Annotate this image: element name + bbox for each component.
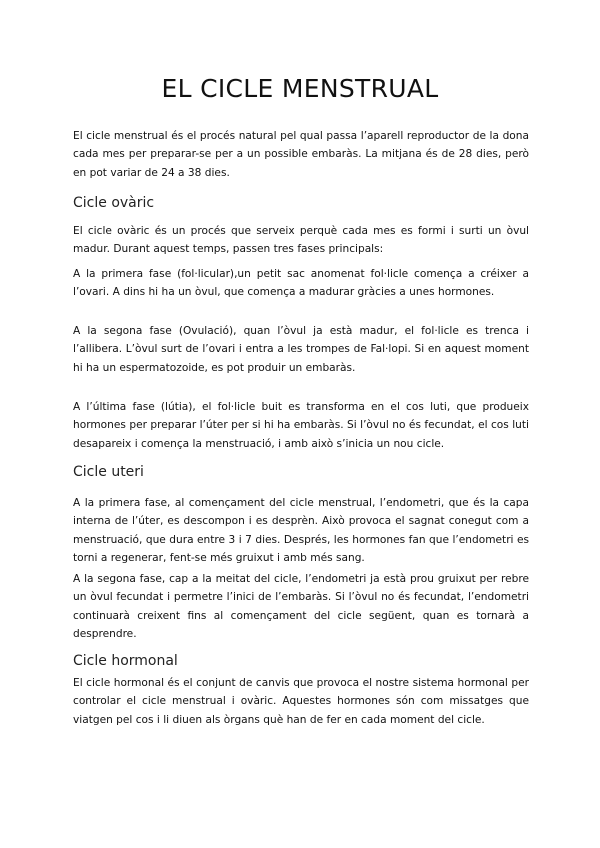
section-heading-ovaric: Cicle ovàric (73, 195, 155, 211)
ovaric-paragraph-intro: El cicle ovàric és un procés que serveix perquè cada mes es formi i surti un òvul madur. Durant aquest temps, passen tres fases principals: (73, 225, 529, 256)
ovaric-paragraph-phase-2: A la segona fase (Ovulació), quan l’òvul ja està madur, el fol·licle es trenca i l’allibera. L’òvul surt de l’ovari i entra a les trompes de Fal·lopi. Si en aquest moment hi ha un espermatozoide, es pot produir un embaràs. (73, 325, 529, 374)
page-title: EL CICLE MENSTRUAL (161, 74, 439, 103)
uteri-paragraph-phase-2: A la segona fase, cap a la meitat del cicle, l’endometri ja està prou gruixut per rebre un òvul fecundat i permetre l’inici de l’embaràs. Si l’òvul no és fecundat, l’endometri continuarà creixent fins al començament del cicle següent, quan es tornarà a desprendre. (73, 573, 529, 640)
uteri-paragraph-phase-1: A la primera fase, al començament del cicle menstrual, l’endometri, que és la capa interna de l’úter, es descompon i es desprèn. Això provoca el sagnat conegut com a menstruació, que dura entre 3 i 7 dies. Després, les hormones fan que l’endometri es torni a regenerar, fent-se més gruixut i amb més sang. (73, 497, 529, 564)
section-heading-uteri: Cicle uteri (73, 464, 144, 480)
hormonal-paragraph: El cicle hormonal és el conjunt de canvis que provoca el nostre sistema hormonal per controlar el cicle menstrual i ovàric. Aquestes hormones són com missatges que viatgen pel cos i li diuen als òrgans què han de fer en cada moment del cicle. (73, 677, 529, 726)
ovaric-paragraph-phase-1: A la primera fase (fol·licular),un petit sac anomenat fol·licle comença a créixer a l’ovari. A dins hi ha un òvul, que comença a madurar gràcies a unes hormones. (73, 268, 529, 299)
section-heading-hormonal: Cicle hormonal (73, 653, 178, 669)
ovaric-paragraph-phase-3: A l’última fase (lútia), el fol·licle buit es transforma en el cos luti, que produeix hormones per preparar l’úter per si hi ha embaràs. Si l’òvul no és fecundat, el cos luti desapareix i comença la menstruació, i amb això s’inicia un nou cicle. (73, 401, 529, 450)
intro-paragraph: El cicle menstrual és el procés natural pel qual passa l’aparell reproductor de la dona cada mes per preparar-se per a un possible embaràs. La mitjana és de 28 dies, però en pot variar de 24 a 38 dies. (73, 130, 529, 179)
